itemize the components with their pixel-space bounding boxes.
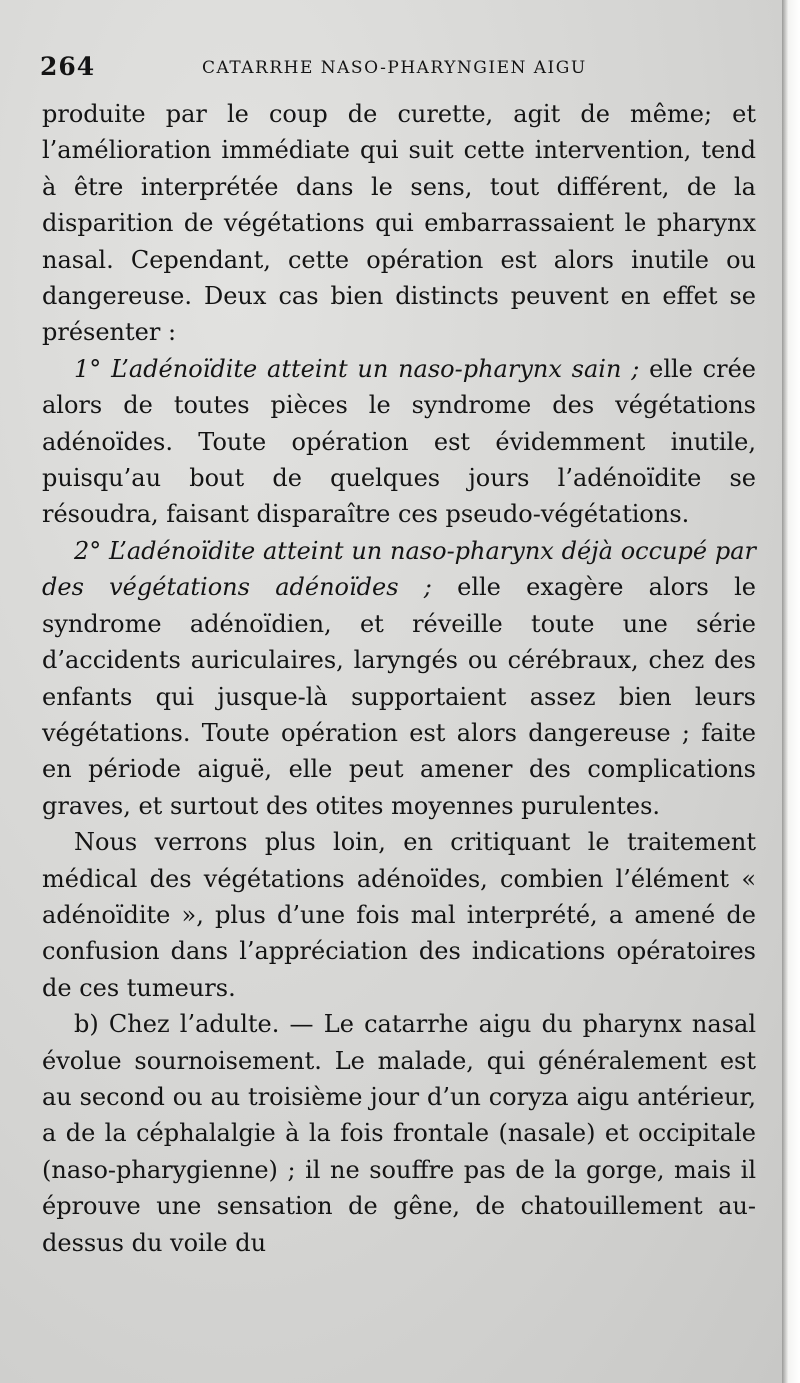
running-head: CATARRHE NASO-PHARYNGIEN AIGU (202, 58, 587, 78)
paragraph-2-lead: 1° L’adénoïdite atteint un naso-pharynx sain ; (74, 354, 640, 383)
page-edge (782, 0, 800, 1383)
paragraph-5 (42, 1006, 756, 1261)
paragraph-3 (42, 533, 756, 824)
paragraph-2 (42, 351, 756, 533)
paragraph-3-lead: 2° L’adénoïdite atteint un naso-pharynx déjà occupé par des végétations adénoïdes ; (42, 536, 756, 602)
paragraph-3-text: elle exagère alors le syndrome adénoïdien, et réveille toute une série d’accidents auriculaires, laryngés ou cérébraux, chez des enfants qui jusque-là supportaient assez bien leurs végétations. Toute opération est alors dangereuse ; faite en période aiguë, elle peut amener des complications graves, et surtout des otites moyennes purulentes. (42, 573, 756, 820)
paragraph-5-text: Le catarrhe aigu du pharynx nasal évolue sournoisement. Le malade, qui généralement est au second ou au troisième jour d’un coryza aigu antérieur, a de la céphalalgie à la fois frontale (nasale) et occipitale (naso-pharygienne) ; il ne souffre pas de la gorge, mais il éprouve une sensation de gêne, de chatouillement au-dessus du voile du (42, 1010, 756, 1257)
page-header (40, 50, 740, 86)
body-text (42, 96, 756, 1261)
paragraph-1: produite par le coup de curette, agit de même; et l’amélioration immédiate qui suit cette intervention, tend à être interprétée dans le sens, tout différent, de la disparition de végétations qui embarrassaient le pharynx nasal. Cependant, cette opération est alors inutile ou dangereuse. Deux cas bien distincts peuvent en effet se présenter : (42, 100, 756, 347)
paragraph-5-lead: b) Chez l’adulte. — (74, 1010, 314, 1039)
paragraph-2-text: elle crée alors de toutes pièces le syndrome des végétations adénoïdes. Toute opération est évidemment inutile, puisqu’au bout de quelques jours l’adénoïdite se résoudra, faisant disparaître ces pseudo-végétations. (42, 354, 756, 529)
paragraph-4: Nous verrons plus loin, en critiquant le traitement médical des végétations adénoïdes, combien l’élément « adénoïdite », plus d’une fois mal interprété, a amené de confusion dans l’appréciation des indications opératoires de ces tumeurs. (42, 828, 756, 1002)
page-number: 264 (40, 52, 96, 81)
